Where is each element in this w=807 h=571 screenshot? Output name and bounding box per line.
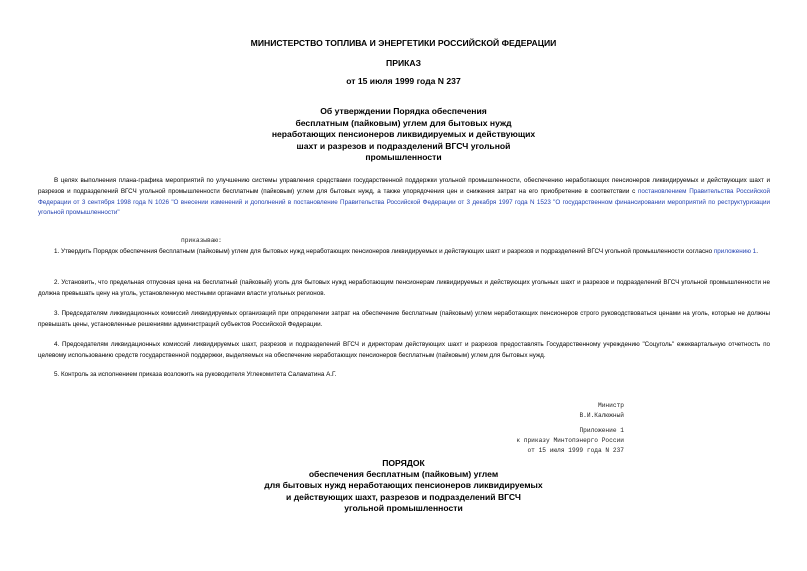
decree-word: приказываю:: [181, 237, 222, 244]
title-line: Об утверждении Порядка обеспечения: [320, 106, 487, 116]
signature-block: [579, 401, 624, 421]
signature-position: Министр: [598, 402, 624, 409]
title-line: шахт и разрезов и подразделений ВГСЧ угольной: [296, 140, 511, 151]
appendix-ref-line: к приказу Минтопэнерго России: [516, 437, 624, 444]
ministry-heading: МИНИСТЕРСТВО ТОПЛИВА И ЭНЕРГЕТИКИ РОССИЙСКОЙ ФЕДЕРАЦИИ: [250, 38, 557, 48]
appendix-ref-line: от 15 июля 1999 года N 237: [527, 447, 624, 454]
appendix-ref-line: Приложение 1: [579, 427, 624, 434]
title-line: промышленности: [365, 152, 442, 163]
title-line: бесплатным (пайковым) углем для бытовых нужд: [295, 117, 512, 128]
item-3: [38, 309, 770, 331]
item-3-text: 3. Председателям ликвидационных комиссий ликвидируемых организаций при определении затрат на обеспечение бесплатным (пайковым) углем неработающих пенсионеров строго руководствоваться ценами на уголь, которые не должны превышать цены, установленные решениями администраций субъектов Российской Федерации.: [38, 310, 770, 328]
item-4: [38, 340, 770, 362]
item-2-text: 2. Установить, что предельная отпускная цена на бесплатный (пайковый) уголь для бытовых нужд неработающим пенсионерам ликвидируемых и действующих угольных шахт и разрезов и подразделений ВГСЧ угольной промышленности не должна превышать цену на уголь, установленную местными органами власти угольных регионов.: [38, 279, 770, 297]
appendix-1-link[interactable]: приложению 1: [713, 248, 757, 255]
doc-date-number: от 15 июля 1999 года N 237: [346, 76, 461, 86]
order-title-line: угольной промышленности: [344, 502, 463, 513]
item-1-end: .: [756, 248, 758, 255]
title-line: неработающих пенсионеров ликвидируемых и действующих: [271, 129, 536, 140]
preamble-paragraph: [38, 176, 770, 219]
order-title: [0, 458, 807, 514]
order-title-line: обеспечения бесплатным (пайковым) углем: [308, 469, 499, 480]
item-5-text: 5. Контроль за исполнением приказа возложить на руководителя Углекомитета Саламатина А.Г.: [54, 371, 337, 378]
appendix-reference: [516, 426, 624, 456]
order-title-line: и действующих шахт, разрезов и подразделений ВГСЧ: [286, 491, 521, 502]
order-title-line: ПОРЯДОК: [382, 458, 425, 468]
item-2: [38, 278, 770, 300]
item-1-text: 1. Утвердить Порядок обеспечения бесплатным (пайковым) углем для бытовых нужд неработающих пенсионеров ликвидируемых и действующих шахт и разрезов и подразделений ВГСЧ угольной промышленности согласно: [54, 248, 714, 255]
document-title: [0, 106, 807, 164]
order-title-line: для бытовых нужд неработающих пенсионеров ликвидируемых: [264, 480, 543, 491]
signature-name: В.И.Калюжный: [579, 412, 624, 419]
doc-type-heading: ПРИКАЗ: [386, 58, 421, 68]
preamble-text: В целях выполнения плана-графика мероприятий по улучшению системы управления средствами государственной поддержки угольной промышленности, обеспечению неработающих пенсионеров ликвидируемых и действующих шахт и разрезов и подразделений ВГСЧ угольной промышленности бесплатным (пайковым) углем для бытовых нужд, а также упорядочения цен и снижения затрат на его приобретение в соответствии с: [38, 177, 770, 195]
item-5: [38, 370, 770, 381]
item-4-text: 4. Председателям ликвидационных комиссий ликвидируемых шахт, разрезов и подразделений ВГСЧ и директорам действующих шахт и разрезов предоставлять Государственному учреждению "Соцуголь" ежеквартальную отчетность по целевому использованию средств государственной поддержки, выделяемых на обеспечение неработающих пенсионеров бесплатным (пайковым) углем для бытовых нужд.: [38, 341, 770, 359]
item-1: [38, 247, 770, 258]
resolution-link[interactable]: постановлением Правительства Российской Федерации от 3 сентября 1998 года N 1026 "О внесении изменений и дополнений в постановление Правительства Российской Федерации от 3 декабря 1997 года N 1523 "О государственном финансировании мероприятий по реструктуризации угольной промышленности": [38, 187, 770, 217]
